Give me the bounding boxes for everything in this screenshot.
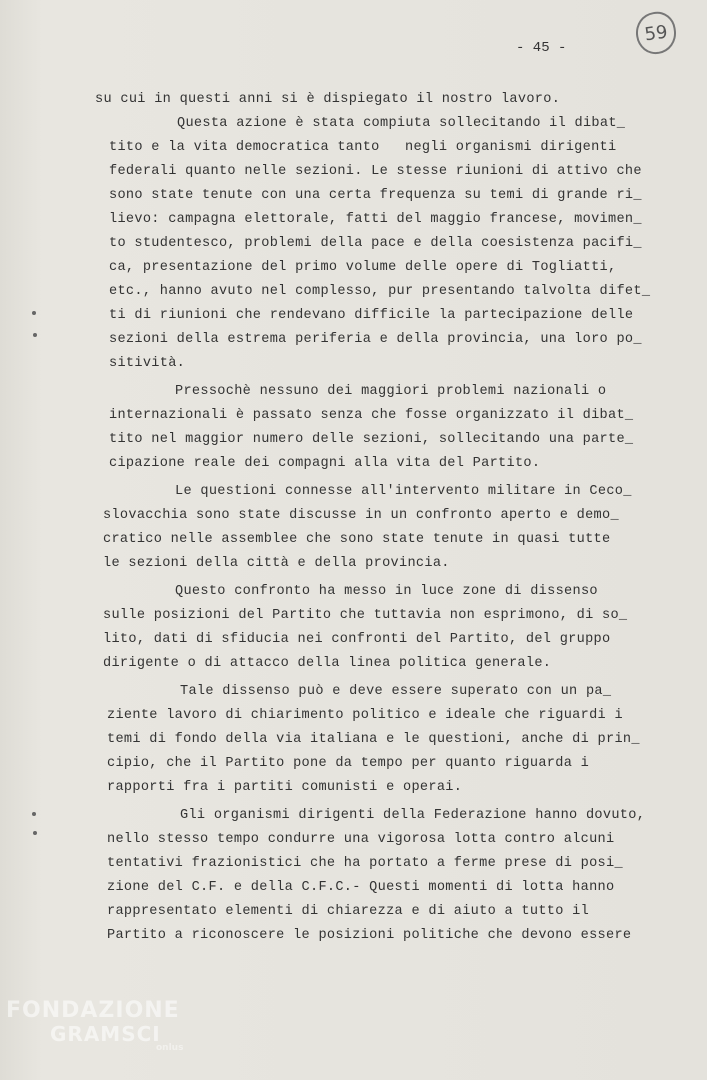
text-line: Pressochè nessuno dei maggiori problemi nazionali o: [175, 384, 607, 399]
text-line: ziente lavoro di chiarimento politico e ideale che riguardi i: [107, 708, 623, 723]
text-line: Tale dissenso può e deve essere superato con un pa_: [180, 684, 612, 699]
text-line: tito e la vita democratica tanto negli organismi dirigenti: [109, 140, 617, 155]
text-line: to studentesco, problemi della pace e della coesistenza pacifi_: [109, 236, 642, 251]
text-line: Le questioni connesse all'intervento militare in Ceco_: [175, 484, 632, 499]
text-line: le sezioni della città e della provincia.: [103, 556, 450, 571]
text-line: rappresentato elementi di chiarezza e di aiuto a tutto il: [107, 904, 590, 919]
watermark-line: FONDAZIONE: [6, 998, 180, 1023]
text-line: ti di riunioni che rendevano difficile la partecipazione delle: [109, 308, 634, 323]
page-number: - 45 -: [516, 40, 567, 56]
margin-mark: [32, 812, 36, 816]
watermark-line: onlus: [156, 1043, 184, 1053]
text-line: lievo: campagna elettorale, fatti del maggio francese, movimen_: [109, 212, 642, 227]
text-line: internazionali è passato senza che fosse organizzato il dibat_: [109, 408, 634, 423]
text-line: sitività.: [109, 356, 186, 371]
archive-stamp: 59: [633, 9, 678, 56]
watermark-line: GRAMSCI: [50, 1022, 161, 1046]
text-line: cipio, che il Partito pone da tempo per quanto riguarda i: [107, 756, 590, 771]
text-line: Questo confronto ha messo in luce zone di dissenso: [175, 584, 598, 599]
text-line: temi di fondo della via italiana e le questioni, anche di prin_: [107, 732, 640, 747]
text-line: sezioni della estrema periferia e della provincia, una loro po_: [109, 332, 642, 347]
margin-mark: [33, 831, 37, 835]
text-line: sulle posizioni del Partito che tuttavia non esprimono, di so_: [103, 608, 628, 623]
text-line: Partito a riconoscere le posizioni politiche che devono essere: [107, 928, 632, 943]
text-line: Gli organismi dirigenti della Federazione hanno dovuto,: [180, 808, 646, 823]
margin-mark: [32, 311, 36, 315]
margin-mark: [33, 333, 37, 337]
text-line: su cui in questi anni si è dispiegato il nostro lavoro.: [95, 92, 561, 107]
text-line: cipazione reale dei compagni alla vita del Partito.: [109, 456, 541, 471]
text-line: slovacchia sono state discusse in un confronto aperto e demo_: [103, 508, 619, 523]
text-line: rapporti fra i partiti comunisti e operai.: [107, 780, 463, 795]
text-line: etc., hanno avuto nel complesso, pur presentando talvolta difet_: [109, 284, 651, 299]
text-line: tentativi frazionistici che ha portato a ferme prese di posi_: [107, 856, 623, 871]
text-line: nello stesso tempo condurre una vigorosa lotta contro alcuni: [107, 832, 615, 847]
text-line: federali quanto nelle sezioni. Le stesse riunioni di attivo che: [109, 164, 642, 179]
text-line: Questa azione è stata compiuta sollecitando il dibat_: [177, 116, 626, 131]
text-line: zione del C.F. e della C.F.C.- Questi momenti di lotta hanno: [107, 880, 615, 895]
text-line: dirigente o di attacco della linea politica generale.: [103, 656, 552, 671]
text-line: tito nel maggior numero delle sezioni, sollecitando una parte_: [109, 432, 634, 447]
text-line: sono state tenute con una certa frequenza su temi di grande ri_: [109, 188, 642, 203]
text-line: ca, presentazione del primo volume delle opere di Togliatti,: [109, 260, 617, 275]
text-line: lito, dati di sfiducia nei confronti del Partito, del gruppo: [103, 632, 611, 647]
text-line: cratico nelle assemblee che sono state tenute in quasi tutte: [103, 532, 611, 547]
fondazione-gramsci-watermark: [6, 1000, 183, 1053]
